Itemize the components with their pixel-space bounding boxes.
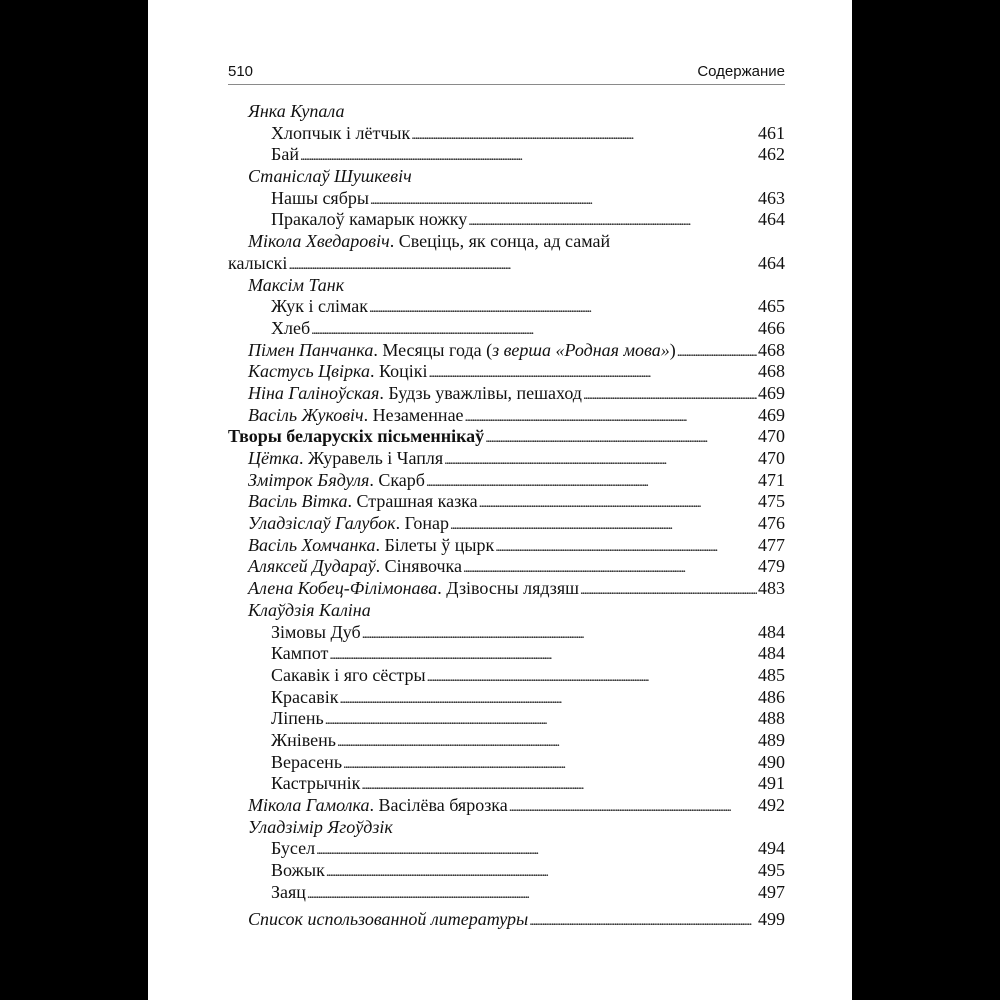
toc-entry-text <box>248 470 425 492</box>
toc-page-number: 470 <box>758 426 785 447</box>
toc-title: . Дзівосны лядзяш <box>437 578 579 599</box>
toc-page-number: 464 <box>758 209 785 230</box>
toc-title: Ліпень <box>271 708 324 729</box>
toc-title: . Журавель і Чапля <box>298 448 444 468</box>
dot-leader <box>316 838 757 862</box>
toc-page-number: 470 <box>758 448 785 468</box>
page-number: 510 <box>228 63 254 80</box>
toc-page-number: 469 <box>758 404 785 425</box>
toc-entry[interactable] <box>228 708 785 730</box>
toc-title: Жнівень <box>271 729 336 750</box>
dot-leader <box>485 426 757 450</box>
toc-entry[interactable] <box>228 838 785 860</box>
toc-author: Список использованной литературы <box>248 909 529 930</box>
toc-page-number: 469 <box>758 382 785 403</box>
toc-entry-text <box>248 578 579 600</box>
toc-title: . Коцікі <box>369 361 428 382</box>
toc-entry[interactable] <box>228 730 785 752</box>
toc-entry-text <box>248 513 449 535</box>
toc-entry-text <box>271 188 369 210</box>
dot-leader <box>583 383 757 407</box>
toc-page-number: 462 <box>758 144 785 165</box>
dot-leader <box>307 882 757 906</box>
toc-page-number: 471 <box>758 469 785 490</box>
toc-page-number: 479 <box>758 556 785 577</box>
toc-author: Максім Танк <box>248 274 345 295</box>
toc-page-number: 484 <box>758 643 785 664</box>
dot-leader <box>329 643 757 667</box>
page-header <box>228 60 785 85</box>
toc-title: Бусел <box>271 838 316 859</box>
toc-entry-text <box>248 231 610 251</box>
dot-leader <box>468 209 757 233</box>
toc-author: Пімен Панчанка <box>248 339 374 360</box>
toc-author: Мікола Хведаровіч <box>248 231 390 252</box>
toc-entry[interactable] <box>228 882 785 904</box>
toc-title: Верасень <box>271 751 343 772</box>
toc-entry[interactable] <box>228 209 785 231</box>
toc-entry[interactable] <box>228 773 785 795</box>
toc-entry[interactable] <box>228 909 785 931</box>
toc-entry <box>228 231 785 253</box>
toc-entry-text <box>248 448 443 470</box>
toc-entry[interactable] <box>228 665 785 687</box>
dot-leader <box>509 795 757 819</box>
toc-title: Пракалоў камарык ножку <box>271 209 468 230</box>
dot-leader <box>326 860 757 884</box>
toc-page-number: 476 <box>758 513 785 534</box>
toc-entry-text <box>228 253 287 275</box>
toc-entry <box>228 101 785 123</box>
toc-entry-text <box>271 296 368 318</box>
toc-title: . Гонар <box>395 513 450 534</box>
toc-entry[interactable] <box>228 340 785 362</box>
toc-author: Васіль Хомчанка <box>248 534 376 555</box>
toc-author: Янка Купала <box>248 101 345 121</box>
toc-entry-text <box>248 405 464 427</box>
toc-author: Уладзімір Ягоўдзік <box>248 816 393 837</box>
toc-page-number: 464 <box>758 252 785 273</box>
toc-author: Аляксей Дудараў <box>248 556 376 577</box>
toc-entry[interactable] <box>228 535 785 557</box>
toc-title: Творы беларускіх пісьменнікаў <box>228 426 485 447</box>
toc-entry[interactable] <box>228 383 785 405</box>
toc-entry[interactable] <box>228 470 785 492</box>
toc-entry-text <box>271 209 467 231</box>
dot-leader <box>677 340 757 364</box>
toc-page-number: 466 <box>758 317 785 338</box>
section-title: Содержание <box>697 63 785 80</box>
dot-leader <box>311 318 757 342</box>
toc-author: Васіль Жуковіч <box>248 404 364 425</box>
toc-entry-text <box>271 752 342 774</box>
toc-title: Кампот <box>271 643 329 664</box>
toc-entry-text <box>271 144 299 166</box>
dot-leader <box>288 253 757 277</box>
toc-title: . Сінявочка <box>375 556 463 577</box>
toc-author: Цётка <box>248 448 299 468</box>
dot-leader <box>428 361 757 385</box>
toc-author: Змітрок Бядуля <box>248 469 370 490</box>
toc-title: Нашы сябры <box>271 187 369 208</box>
toc-title: калыскі <box>228 252 288 273</box>
toc-page-number: 477 <box>758 534 785 555</box>
toc-entry[interactable] <box>228 556 785 578</box>
toc-title: Хлеб <box>271 317 311 338</box>
dot-leader <box>529 909 757 933</box>
toc-page-number: 484 <box>758 621 785 642</box>
toc-entry-text <box>248 817 393 837</box>
toc-title-suffix: ) <box>669 339 676 360</box>
toc-author: Мікола Гамолка <box>248 795 370 815</box>
table-of-contents <box>228 101 785 931</box>
toc-entry[interactable] <box>228 253 785 275</box>
toc-entry-text <box>248 275 344 295</box>
toc-entry[interactable] <box>228 860 785 882</box>
toc-title: Сакавік і яго сёстры <box>271 664 426 685</box>
toc-entry <box>228 166 785 188</box>
toc-page-number: 489 <box>758 729 785 750</box>
toc-author: Кастусь Цвірка <box>248 361 370 382</box>
toc-page-number: 461 <box>758 122 785 143</box>
toc-page-number: 485 <box>758 664 785 685</box>
book-page <box>148 0 852 1000</box>
toc-title: . Незаменнае <box>363 404 464 425</box>
toc-entry-text <box>248 361 427 383</box>
dot-leader <box>370 188 757 212</box>
toc-entry-text <box>271 643 328 665</box>
toc-entry-text <box>271 708 324 730</box>
toc-entry-text <box>248 795 508 817</box>
toc-title: . Скарб <box>369 469 425 490</box>
dot-leader <box>426 470 757 494</box>
toc-title: Бай <box>271 144 299 165</box>
dot-leader <box>450 513 757 537</box>
toc-page-number: 495 <box>758 860 785 881</box>
toc-entry[interactable] <box>228 144 785 166</box>
toc-title: . Месяцы года ( <box>373 339 493 360</box>
toc-title-italic: з верша «Родная мова» <box>492 339 670 360</box>
dot-leader <box>479 491 757 515</box>
toc-title: . Васілёва бярозка <box>369 795 508 815</box>
toc-title: Зімовы Дуб <box>271 621 361 642</box>
toc-entry-text <box>248 909 528 931</box>
toc-page-number: 488 <box>758 708 785 729</box>
dot-leader <box>411 123 757 147</box>
dot-leader <box>463 556 757 580</box>
dot-leader <box>495 535 757 559</box>
dot-leader <box>361 773 757 797</box>
dot-leader <box>369 296 757 320</box>
toc-entry[interactable] <box>228 448 785 470</box>
toc-entry-text <box>271 860 325 882</box>
toc-title: Красавік <box>271 686 339 707</box>
toc-entry-text <box>248 340 676 362</box>
toc-entry[interactable] <box>228 296 785 318</box>
dot-leader <box>300 144 757 168</box>
toc-entry <box>228 600 785 622</box>
toc-entry-text <box>271 665 426 687</box>
dot-leader <box>325 708 757 732</box>
dot-leader <box>337 730 757 754</box>
toc-title: . Страшная казка <box>347 491 478 512</box>
toc-entry[interactable] <box>228 752 785 774</box>
toc-title: . Свеціць, як сонца, ад самай <box>389 231 611 252</box>
toc-page-number: 483 <box>758 578 785 599</box>
toc-author: Ніна Галіноўская <box>248 382 380 403</box>
toc-entry-text <box>248 556 462 578</box>
toc-entry-text <box>248 166 412 186</box>
toc-entry[interactable] <box>228 622 785 644</box>
toc-entry[interactable] <box>228 188 785 210</box>
dot-leader <box>580 578 757 602</box>
toc-entry[interactable] <box>228 318 785 340</box>
toc-entry[interactable] <box>228 405 785 427</box>
toc-title: Кастрычнік <box>271 773 361 794</box>
toc-entry-text <box>271 123 410 145</box>
toc-page-number: 465 <box>758 296 785 317</box>
toc-author: Алена Кобец-Філімонава <box>248 578 438 599</box>
toc-entry-text <box>271 622 361 644</box>
toc-page-number: 475 <box>758 491 785 512</box>
toc-page-number: 497 <box>758 881 785 902</box>
toc-author: Уладзіслаў Галубок <box>248 513 396 534</box>
toc-page-number: 499 <box>758 909 785 930</box>
toc-entry <box>228 275 785 297</box>
toc-entry-text <box>271 773 360 795</box>
toc-author: Клаўдзія Каліна <box>248 599 371 620</box>
toc-entry-text <box>271 838 315 860</box>
toc-entry <box>228 817 785 839</box>
dot-leader <box>339 687 757 711</box>
toc-page-number: 463 <box>758 187 785 208</box>
toc-entry[interactable] <box>228 643 785 665</box>
toc-author: Станіслаў Шушкевіч <box>248 166 412 187</box>
dot-leader <box>465 405 757 429</box>
toc-entry[interactable] <box>228 687 785 709</box>
toc-entry-text <box>248 535 494 557</box>
toc-author: Васіль Вітка <box>248 491 348 512</box>
toc-entry[interactable] <box>228 795 785 817</box>
dot-leader <box>427 665 757 689</box>
toc-title: Хлопчык і лётчык <box>271 122 411 143</box>
toc-entry[interactable] <box>228 578 785 600</box>
toc-page-number: 468 <box>758 361 785 382</box>
dot-leader <box>343 752 757 776</box>
toc-entry-text <box>248 383 582 405</box>
toc-page-number: 491 <box>758 773 785 794</box>
toc-entry-text <box>271 730 336 752</box>
toc-title: Вожык <box>271 860 325 881</box>
toc-entry[interactable] <box>228 513 785 535</box>
toc-title: . Білеты ў цырк <box>375 534 495 555</box>
toc-title: Заяц <box>271 881 306 902</box>
toc-entry-text <box>271 318 310 340</box>
toc-entry-text <box>228 426 484 448</box>
toc-page-number: 492 <box>758 795 785 815</box>
toc-entry[interactable] <box>228 491 785 513</box>
toc-title: Жук і слімак <box>271 296 368 317</box>
toc-page-number: 468 <box>758 339 785 360</box>
toc-entry-text <box>248 101 344 121</box>
toc-page-number: 490 <box>758 751 785 772</box>
toc-title: . Будзь уважлівы, пешаход <box>379 382 582 403</box>
toc-entry-text <box>248 491 478 513</box>
dot-leader <box>444 448 757 472</box>
toc-entry[interactable] <box>228 426 785 448</box>
toc-entry[interactable] <box>228 123 785 145</box>
dot-leader <box>362 622 757 646</box>
toc-entry-text <box>248 600 371 620</box>
toc-entry-text <box>271 882 306 904</box>
toc-page-number: 486 <box>758 686 785 707</box>
toc-entry[interactable] <box>228 361 785 383</box>
toc-page-number: 494 <box>758 838 785 859</box>
toc-entry-text <box>271 687 338 709</box>
